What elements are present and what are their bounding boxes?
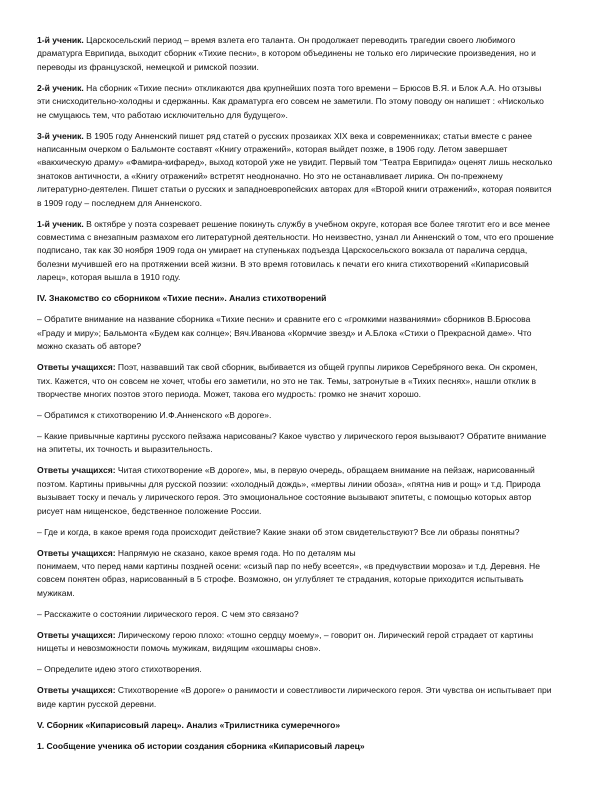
teacher-question-1 bbox=[37, 313, 555, 353]
paragraph-text: – Где и когда, в какое время года происходит действие? Какие знаки об этом свидетельствуют? Все ли образы понятны? bbox=[37, 526, 520, 537]
paragraph-text: – Расскажите о состоянии лирического героя. С чем это связано? bbox=[37, 608, 299, 619]
teacher-question-4 bbox=[37, 526, 555, 539]
students-answer-1 bbox=[37, 361, 555, 401]
speaker-paragraph-4 bbox=[37, 218, 555, 285]
paragraph-text: Царскосельский период – время взлета его таланта. Он продолжает переводить трагедии своего любимого драматурга Еврипида, выходит сборник «Тихие песни», в котором объединены не только его лирические произведения, но и переводы из французской, немецкой и римской поэзии. bbox=[37, 35, 536, 72]
speaker-label: Ответы учащихся: bbox=[37, 362, 116, 373]
paragraph-text: В 1905 году Анненский пишет ряд статей о русских прозаиках XIX века и современниках; статьи вместе с ранее написанным очерком о Бальмонте составят «Книгу отражений», которая выйдет позже, в 1906 году. Летом завершает «вакхическую драму» «Фамира-кифаред», выход которой уже не увидит. Первый том “Театра Еврипида» оценят лишь несколько знатоков античности, а «Книгу отражений» встретят неодноначно. Но это не останавливает лирика. Он по-прежнему литературно-деятелен. Пишет статьи о русских и западноевропейских авторах для «Второй книги отражений», которая появится в 1909 году – последнем для Анненского. bbox=[37, 130, 553, 208]
paragraph-text: Читая стихотворение «В дороге», мы, в первую очередь, обращаем внимание на пейзаж, нарисованный поэтом. Картины привычны для русской поэзии: «холодный дождь», «мертвы линии обоза», «пятна нив и рощ» и т.д. Природа вызывает тоску и печаль у лирического героя. Это эмоциональное состояние вызывают эпитеты, с помощью которых автор рисует нам нищенское, бедственное положение России. bbox=[37, 465, 541, 516]
paragraph-text: – Обратимся к стихотворению И.Ф.Анненского «В дороге». bbox=[37, 409, 272, 420]
speaker-paragraph-1 bbox=[37, 34, 555, 74]
teacher-question-2 bbox=[37, 409, 555, 422]
speaker-label: Ответы учащихся: bbox=[37, 547, 116, 558]
speaker-paragraph-2 bbox=[37, 82, 555, 122]
subsection-heading-1 bbox=[37, 740, 555, 753]
heading-text: 1. Сообщение ученика об истории создания сборника «Кипарисовый ларец» bbox=[37, 740, 365, 751]
speaker-label: 1-й ученик. bbox=[37, 35, 84, 45]
speaker-label: 2-й ученик. bbox=[37, 82, 84, 93]
paragraph-text: Напрямую не сказано, какое время года. Но по деталям мы понимаем, что перед нами картины поздней осени: «сизый пар по небу всеется», «в предчувствии мороза» и т.д. Деревня. Не совсем понятен образ, нарисованный в 5 строфе. Возможно, он углубляет те страдания, которые приходится испытывать мужикам. bbox=[37, 547, 540, 598]
speaker-label: Ответы учащихся: bbox=[37, 685, 116, 696]
paragraph-text: На сборник «Тихие песни» откликаются два крупнейших поэта того времени – Брюсов В.Я. и Блок А.А. Но отзывы эти снисходительно-холодны и сдержанны. Как драматурга его совсем не заметили. По этому поводу он напишет : «Нисколько не смущаюсь тем, что работаю исключительно для будущего». bbox=[37, 82, 544, 120]
section-heading-v bbox=[37, 719, 555, 732]
students-answer-4 bbox=[37, 629, 555, 656]
students-answer-2 bbox=[37, 464, 555, 518]
paragraph-text: – Определите идею этого стихотворения. bbox=[37, 664, 202, 675]
heading-text: V. Сборник «Кипарисовый ларец». Анализ «Трилистника сумеречного» bbox=[37, 719, 341, 730]
paragraph-text: – Какие привычные картины русского пейзажа нарисованы? Какое чувство у лирического героя вызывают? Обратите внимание на эпитеты, их точность и выразительность. bbox=[37, 430, 547, 455]
speaker-label: 1-й ученик. bbox=[37, 218, 84, 229]
speaker-label: Ответы учащихся: bbox=[37, 465, 116, 476]
speaker-paragraph-3 bbox=[37, 130, 555, 210]
paragraph-text: – Обратите внимание на название сборника «Тихие песни» и сравните его с «громкими названиями» сборников В.Брюсова «Граду и миру»; Бальмонта «Будем как солнце»; Вяч.Иванова «Кормчие звезд» и А.Блока «Стихи о Прекрасной даме». Что можно сказать об авторе? bbox=[37, 314, 532, 352]
paragraph-text: Поэт, назвавший так свой сборник, выбивается из общей группы лириков Серебряного века. Он скромен, тих. Кажется, что он совсем не хочет, чтобы его заметили, но это не так. Темы, затронутые в «Тихих песнях», нашли отклик в творчестве многих поэтов этого периода. Может, такова его мудрость: громко не значит хорошо. bbox=[37, 362, 538, 399]
teacher-question-3 bbox=[37, 430, 555, 457]
paragraph-text: Лирическому герою плохо: «тошно сердцу моему», – говорит он. Лирический герой страдает от картины нищеты и невозможности помочь мужикам, видящим «кошмары снов». bbox=[37, 629, 534, 654]
heading-text: IV. Знакомство со сборником «Тихие песни». Анализ стихотворений bbox=[37, 293, 327, 304]
paragraph-text: В октябре у поэта созревает решение покинуть службу в учебном округе, которая все более тяготит его и все менее совместима с внезапным размахом его литературной деятельности. Но неизвестно, узнал ли Анненский о том, что его прошение подписано, так как 30 ноября 1909 года он умирает на ступеньках подъезда Царскосельского вокзала от паралича сердца, болезни мучившей его на протяжении всей жизни. В это время готовилась к печати его книга стихотворений «Кипарисовый ларец», которая вышла в 1910 году. bbox=[37, 218, 554, 283]
students-answer-3 bbox=[37, 547, 555, 601]
speaker-label: 3-й ученик. bbox=[37, 130, 84, 141]
paragraph-text: Стихотворение «В дороге» о ранимости и совестливости лирического героя. Эти чувства он испытывает при виде картин русской деревни. bbox=[37, 685, 552, 709]
students-answer-5 bbox=[37, 684, 555, 711]
teacher-question-6 bbox=[37, 663, 555, 676]
section-heading-iv bbox=[37, 292, 555, 305]
teacher-question-5 bbox=[37, 608, 555, 621]
speaker-label: Ответы учащихся: bbox=[37, 629, 116, 640]
